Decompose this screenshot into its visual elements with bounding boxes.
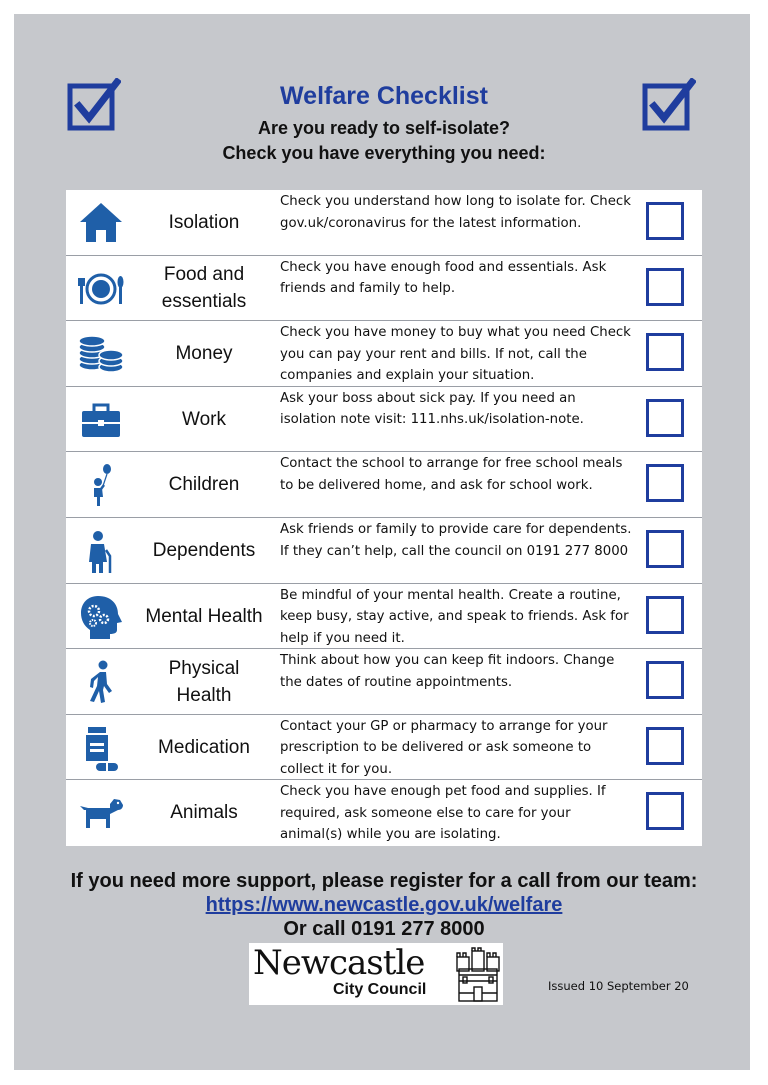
medicine-bottle-icon (76, 723, 126, 773)
council-logo (249, 943, 503, 1005)
issued-date: Issued 10 September 20 (548, 979, 689, 993)
row-description: Ask your boss about sick pay. If you need an isolation note visit: 111.nhs.uk/isolation-note. (280, 390, 584, 428)
walking-person-icon (76, 657, 126, 707)
page-subtitle-2: Check you have everything you need: (222, 143, 546, 163)
checklist-row-food (66, 256, 702, 322)
plate-cutlery-icon (76, 264, 126, 314)
page-subtitle-1: Are you ready to self-isolate? (257, 118, 511, 138)
checkbox-medication[interactable] (646, 727, 684, 765)
row-label: Food and essentials (161, 264, 247, 313)
row-description: Be mindful of your mental health. Create a routine, keep busy, stay active, and speak to friends. Ask for help if you need it. (280, 587, 629, 646)
row-description: Think about how you can keep fit indoors. Change the dates of routine appointments. (280, 653, 615, 690)
head-gears-icon (76, 592, 126, 642)
coins-icon (76, 329, 126, 379)
checkbox-food[interactable] (646, 268, 684, 306)
logo-name: Newcastle (253, 943, 425, 983)
checkbox-work[interactable] (646, 399, 684, 437)
page-title: Welfare Checklist (280, 82, 488, 110)
welfare-link[interactable]: https://www.newcastle.gov.uk/welfare (205, 894, 563, 916)
checkbox-isolation[interactable] (646, 202, 684, 240)
checkbox-money[interactable] (646, 333, 684, 371)
dog-icon (76, 788, 126, 838)
checkbox-dependents[interactable] (646, 530, 684, 568)
checklist-row-dependents (66, 518, 702, 584)
phone-text: Or call 0191 277 8000 (283, 918, 485, 940)
row-description: Ask friends or family to provide care for dependents. If they can’t help, call the council on 0191 277 8000 (280, 522, 632, 559)
checkbox-mental-health[interactable] (646, 596, 684, 634)
row-description: Contact the school to arrange for free school meals to be delivered home, and ask for school work. (280, 456, 623, 493)
row-label: Animals (170, 802, 238, 824)
checklist-table (66, 190, 702, 846)
row-label: Mental Health (145, 605, 263, 627)
row-label: Children (168, 474, 240, 496)
briefcase-icon (76, 395, 126, 445)
elderly-person-icon (76, 526, 126, 576)
row-label: Money (175, 343, 233, 365)
support-text: If you need more support, please register for a call from our team: (70, 870, 698, 892)
row-label: Work (182, 408, 226, 430)
row-description: Contact your GP or pharmacy to arrange for your prescription to be delivered or ask someone to collect it for you. (280, 718, 608, 777)
checkbox-animals[interactable] (646, 792, 684, 830)
checklist-row-physical-health (66, 649, 702, 715)
row-label: Physical Health (168, 657, 240, 706)
row-label: Medication (158, 736, 250, 758)
row-label: Dependents (152, 540, 256, 561)
row-label: Isolation (168, 212, 240, 233)
checklist-row-mental-health (66, 584, 702, 650)
checklist-row-money (66, 321, 702, 387)
child-balloon-icon (76, 460, 126, 510)
checklist-row-isolation (66, 190, 702, 256)
row-description: Check you have enough food and essentials. Ask friends and family to help. (280, 259, 607, 297)
checklist-row-animals (66, 780, 702, 846)
checklist-row-children (66, 452, 702, 518)
row-description: Check you have money to buy what you need Check you can pay your rent and bills. If not, call the companies and explain your situation. (280, 325, 631, 384)
checklist-row-work (66, 387, 702, 453)
checkbox-children[interactable] (646, 464, 684, 502)
castle-icon (455, 947, 501, 1003)
row-description: Check you understand how long to isolate for. Check gov.uk/coronavirus for the latest information. (280, 194, 631, 231)
logo-subtitle: City Council (333, 981, 427, 998)
row-description: Check you have enough pet food and supplies. If required, ask someone else to care for your animal(s) while you are isolating. (280, 784, 606, 843)
checklist-row-medication (66, 715, 702, 781)
checkbox-physical-health[interactable] (646, 661, 684, 699)
home-icon (76, 198, 126, 248)
